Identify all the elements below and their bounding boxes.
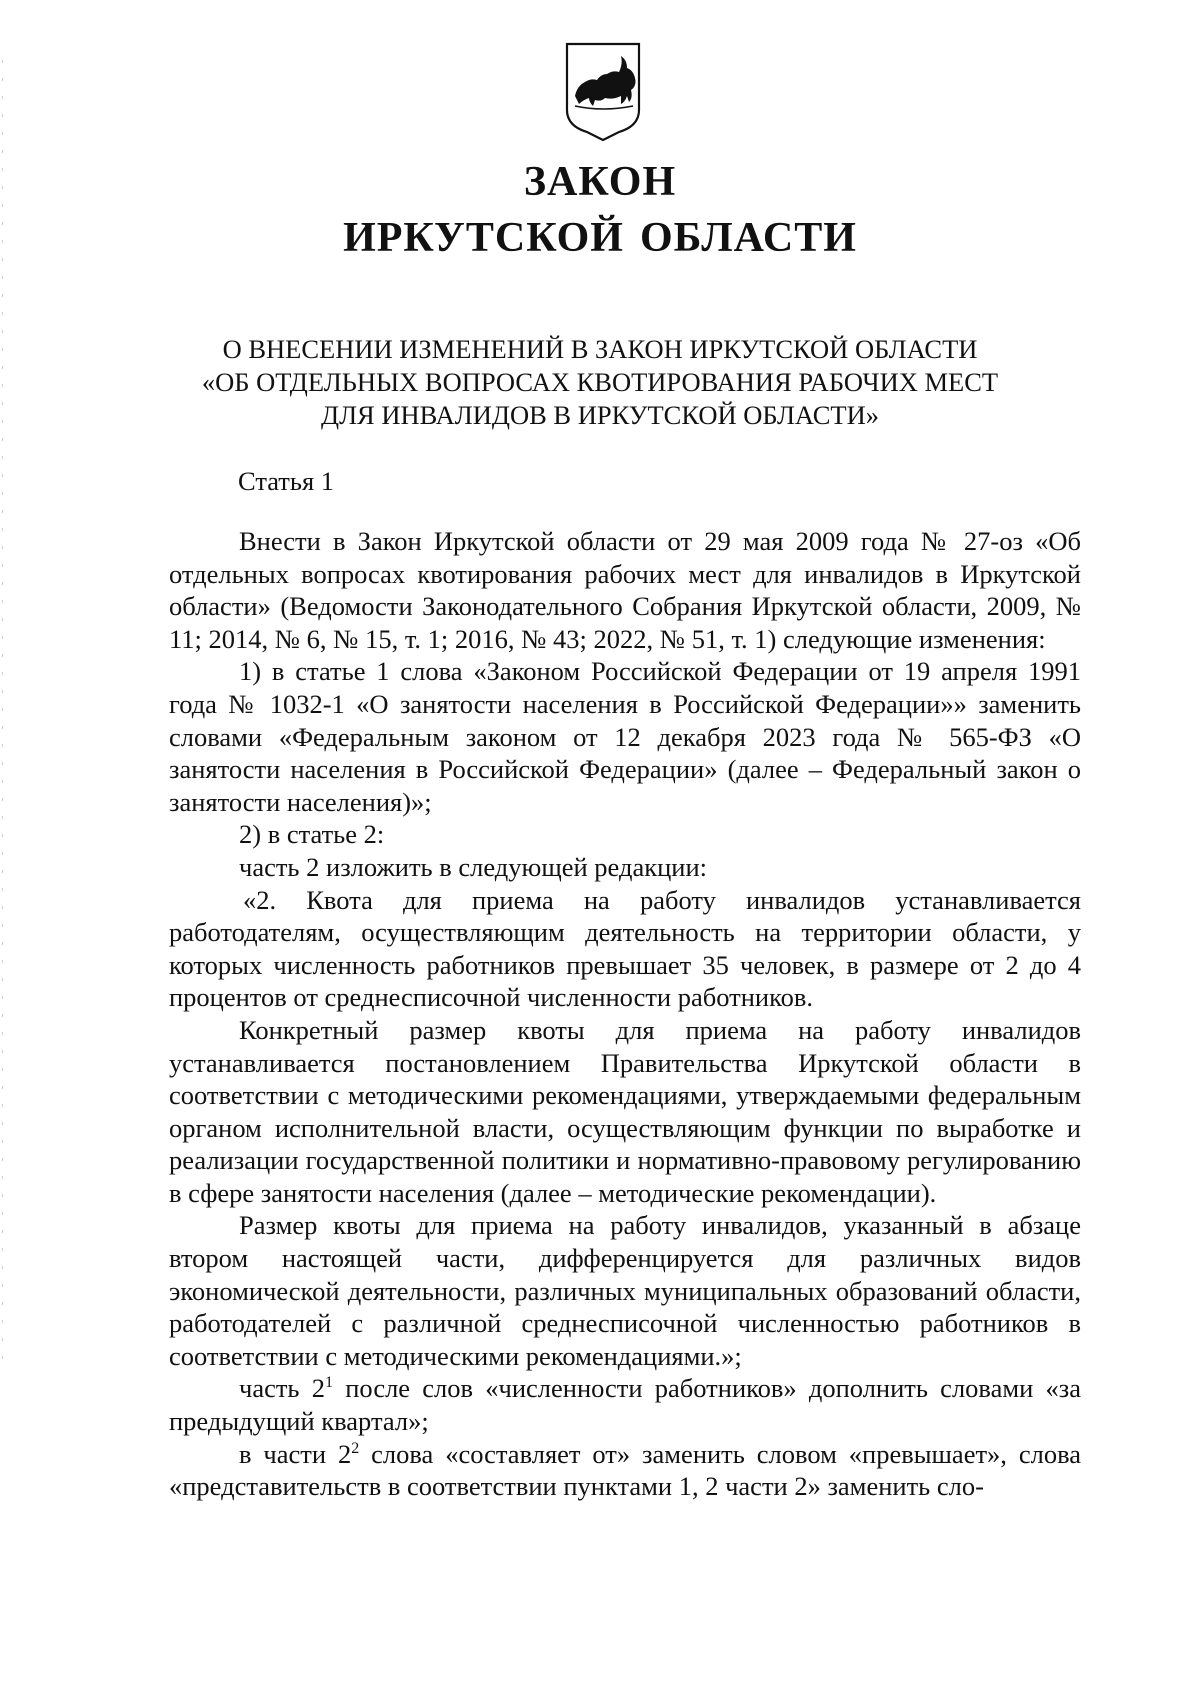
part-2-1-label: часть 2 bbox=[239, 1373, 325, 1404]
part-2-2-superscript: 2 bbox=[351, 1439, 360, 1457]
part-2-1-text: после слов «численности работников» дополнить словами «за предыдущий квартал»; bbox=[169, 1373, 1081, 1437]
law-region-title-part1: ИРКУТСКОЙ bbox=[343, 215, 624, 261]
law-title-text: ЗАКОН bbox=[523, 159, 677, 205]
law-title bbox=[0, 158, 1200, 206]
law-region-title bbox=[0, 214, 1200, 262]
irkutsk-coat-of-arms-icon bbox=[561, 40, 645, 144]
paragraph-item-2: 2) в статье 2: bbox=[239, 819, 385, 850]
part-2-2-text: слова «составляет от» заменить словом «превышает», слова «представительств в соответствии пунктами 1, 2 части 2» заменить сло- bbox=[169, 1438, 1081, 1502]
paragraph-part-2-2 bbox=[169, 1438, 1081, 1503]
subject-line-3: ДЛЯ ИНВАЛИДОВ В ИРКУТСКОЙ ОБЛАСТИ» bbox=[321, 400, 879, 430]
law-region-title-part2: ОБЛАСТИ bbox=[639, 215, 857, 261]
subject-line-1: О ВНЕСЕНИИ ИЗМЕНЕНИЙ В ЗАКОН ИРКУТСКОЙ ОБЛАСТИ bbox=[222, 334, 978, 364]
paragraph-item-1: 1) в статье 1 слова «Законом Российской Федерации от 19 апреля 1991 года № 1032-1 «О занятости населения в Российской Федерации»» заменить словами «Федеральным законом от 12 декабря 2023 года № 565-ФЗ «О занятости населения в Российской Федерации» (далее – Федеральный закон о занятости населения)»; bbox=[169, 656, 1081, 817]
article-heading: Статья 1 bbox=[238, 466, 335, 496]
subject-line-2: «ОБ ОТДЕЛЬНЫХ ВОПРОСАХ КВОТИРОВАНИЯ РАБОЧИХ МЕСТ bbox=[201, 367, 999, 397]
part-2-1-superscript: 1 bbox=[325, 1374, 333, 1392]
article-body bbox=[169, 525, 1081, 1503]
paragraph-quota-definition: «2. Квота для приема на работу инвалидов устанавливается работодателям, осуществляющим деятельность на территории области, у которых численность работников превышает 35 человек, в размере от 2 до 4 процентов от среднесписочной численности работников. bbox=[169, 884, 1081, 1013]
paragraph-quota-size: Конкретный размер квоты для приема на работу инвалидов устанавливается постановлением Правительства Иркутской области в соответствии с методическими рекомендациями, утверждаемыми федеральным органом исполнительной власти, осуществляющим функции по выработке и реализации государственной политики и нормативно-правовому регулированию в сфере занятости населения (далее – методические рекомендации). bbox=[169, 1014, 1081, 1208]
paragraph-part-2-1 bbox=[169, 1372, 1081, 1437]
part-2-2-label: в части 2 bbox=[239, 1438, 352, 1469]
paragraph-quota-differentiation: Размер квоты для приема на работу инвалидов, указанный в абзаце втором настоящей части, дифференцируется для различных видов экономической деятельности, различных муниципальных образований области, работодателей с различной среднесписочной численностью работников в соответствии с методическими рекомендациями.»; bbox=[169, 1210, 1081, 1371]
paragraph-amendment-intro: Внести в Закон Иркутской области от 29 мая 2009 года № 27-оз «Об отдельных вопросах квотирования рабочих мест для инвалидов в Иркутской области» (Ведомости Законодательного Собрания Иркутской области, 2009, № 11; 2014, № 6, № 15, т. 1; 2016, № 43; 2022, № 51, т. 1) следующие изменения: bbox=[169, 526, 1081, 654]
paragraph-part-2-intro: часть 2 изложить в следующей редакции: bbox=[239, 851, 707, 882]
law-subject-heading bbox=[120, 333, 1080, 432]
